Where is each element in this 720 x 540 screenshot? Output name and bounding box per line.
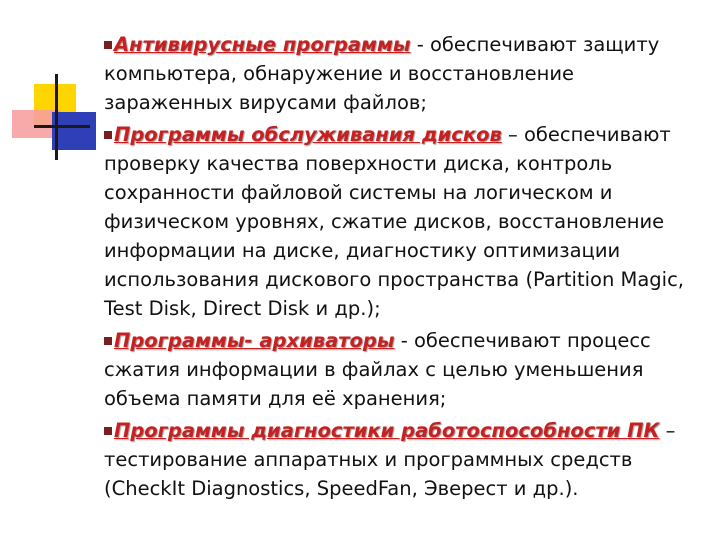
term-diagnostics: Программы диагностики работоспособности ПК <box>114 419 660 442</box>
description-antivirus: - обеспечивают защиту компьютера, обнаружение и восстановление зараженных вирусами файлов; <box>104 33 660 114</box>
bullet-list <box>104 30 704 506</box>
square-bullet-icon <box>104 337 112 345</box>
term-disk-utilities: Программы обслуживания дисков <box>114 123 502 146</box>
decorative-horizontal-line <box>34 125 90 128</box>
description-diagnostics: – тестирование аппаратных и программных средств (CheckIt Diagnostics, SpeedFan, Эверест и др.). <box>104 419 676 500</box>
square-bullet-icon <box>104 427 112 435</box>
square-bullet-icon <box>104 131 112 139</box>
decorative-blue-square <box>52 112 96 150</box>
list-item-diagnostics <box>104 416 704 503</box>
list-item-archivers <box>104 326 704 413</box>
decorative-vertical-line <box>55 74 58 160</box>
list-item-disk-utilities <box>104 120 704 323</box>
term-archivers: Программы- архиваторы <box>114 329 395 352</box>
description-disk-utilities: – обеспечивают проверку качества поверхности диска, контроль сохранности файловой системы на логическом и физическом уровнях, сжатие дисков, восстановление информации на диске, диагностику оптимизации использования дискового пространства (Partition Magic, Test Disk, Direct Disk и др.); <box>104 123 685 320</box>
square-bullet-icon <box>104 41 112 49</box>
list-item-antivirus <box>104 30 704 117</box>
description-archivers: - обеспечивают процесс сжатия информации в файлах с целью уменьшения объема памяти для её хранения; <box>104 329 651 410</box>
term-antivirus: Антивирусные программы <box>114 33 411 56</box>
